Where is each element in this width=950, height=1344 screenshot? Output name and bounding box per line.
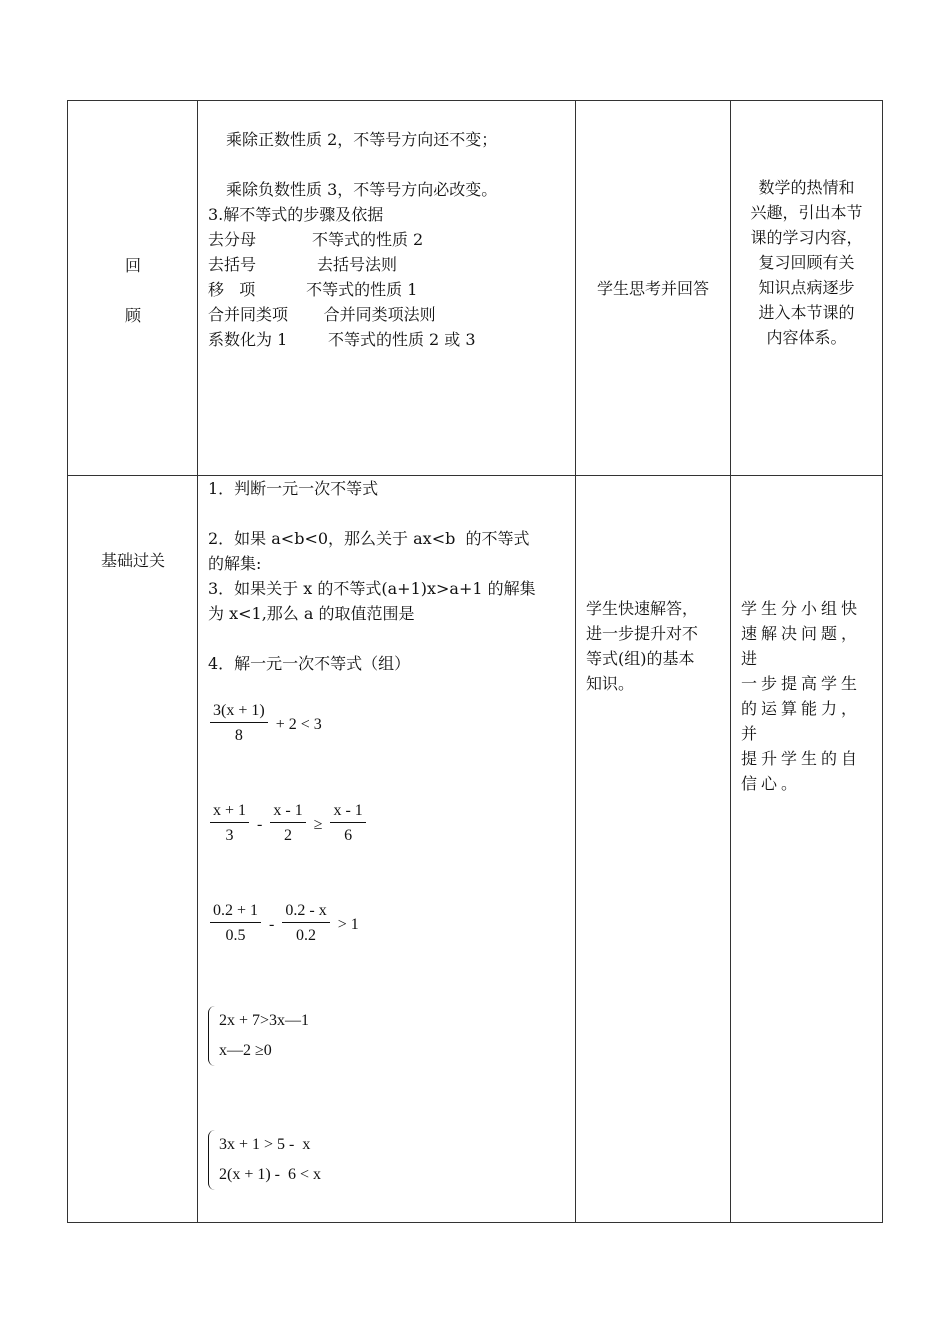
purpose-cell-review [731,101,883,476]
inequality-rest: > 1 [337,916,359,933]
question-line: 为 x<1,那么 a 的取值范围是 [208,604,415,623]
inequality-system-2 [208,1130,321,1198]
left-brace [208,1006,215,1066]
system-line: x—2 ≥0 [219,1042,272,1059]
purpose-line: 知识点病逐步 [758,278,855,297]
operator: - [269,916,275,933]
stage-cell-review [68,101,198,476]
purpose-line: 进入本节课的 [758,303,855,322]
fraction-denominator: 2 [284,827,293,844]
question-line: 1．判断一元一次不等式 [208,479,379,498]
fraction-numerator: x - 1 [330,800,365,823]
student-activity-line: 知识。 [586,674,635,693]
inequality-1 [208,700,324,749]
purpose-line: 课的学习内容， [750,228,863,247]
system-line: 2x + 7>3x—1 [219,1012,310,1029]
content-cell-basic [198,476,576,1223]
fraction-numerator: x + 1 [210,800,249,823]
student-activity-line: 等式(组)的基本 [586,649,695,668]
purpose-line: 学生分小组快 [741,599,862,618]
purpose-line: 兴趣，引出本节 [750,203,863,222]
fraction-denominator: 0.5 [225,927,246,944]
fraction-numerator: 0.2 - x [282,900,329,923]
fraction-denominator: 0.2 [296,927,317,944]
table-row-basic [68,476,883,1223]
purpose-line: 数学的热情和 [758,178,855,197]
fraction-numerator: 3(x + 1) [210,700,268,723]
fraction-denominator: 3 [225,827,234,844]
question-line: 的解集: [208,554,262,573]
inequality-rest: + 2 < 3 [275,716,322,733]
question-line: 4．解一元一次不等式（组） [208,654,411,673]
student-activity-cell-basic [576,476,731,1223]
content-line: 系数化为 1 不等式的性质 2 或 3 [208,330,476,349]
stage-cell-basic [68,476,198,1223]
content-line: 合并同类项 合并同类项法则 [208,305,436,324]
content-line: 移 项 不等式的性质 1 [208,280,418,299]
purpose-line: 的运算能力，并 [741,699,862,743]
fraction-denominator: 8 [234,727,243,744]
purpose-line: 提升学生的自 [741,749,862,768]
content-line: 3.解不等式的步骤及依据 [208,205,384,224]
question-line: 2．如果 a<b<0，那么关于 ax<b 的不等式 [208,529,530,548]
fraction-denominator: 6 [344,827,353,844]
content-line: 去括号 去括号法则 [208,255,398,274]
purpose-cell-basic [731,476,883,1223]
purpose-line: 一步提高学生 [741,674,862,693]
lesson-plan-table [67,100,883,1223]
content-line: 乘除正数性质 2，不等号方向还不变； [226,130,498,149]
purpose-line: 内容体系。 [766,328,847,347]
student-activity-line: 学生快速解答， [586,599,699,618]
student-activity-cell-review [576,101,731,476]
stage-label: 基础过关 [100,551,165,570]
purpose-line: 信心。 [741,774,802,793]
system-line: 3x + 1 > 5 - x [219,1136,311,1153]
question-line: 3．如果关于 x 的不等式(a+1)x>a+1 的解集 [208,579,536,598]
inequality-system-1 [208,1006,309,1074]
inequality-2 [208,800,368,849]
system-line: 2(x + 1) - 6 < x [219,1166,322,1183]
content-line: 去分母 不等式的性质 2 [208,230,424,249]
fraction-numerator: x - 1 [270,800,305,823]
stage-label-char-1: 回 [124,256,141,275]
content-cell-review [198,101,576,476]
inequality-3 [208,900,361,949]
fraction-numerator: 0.2 + 1 [210,900,261,923]
purpose-line: 复习回顾有关 [758,253,855,272]
left-brace [208,1130,215,1190]
operator: - [257,816,263,833]
purpose-line: 速解决问题，进 [741,624,862,668]
student-activity-text: 学生思考并回答 [596,278,709,298]
content-line: 乘除负数性质 3，不等号方向必改变。 [226,180,498,199]
relation: ≥ [313,816,323,833]
table-row-review [68,101,883,476]
student-activity-line: 进一步提升对不 [586,624,699,643]
stage-label-char-2: 顾 [124,306,141,325]
